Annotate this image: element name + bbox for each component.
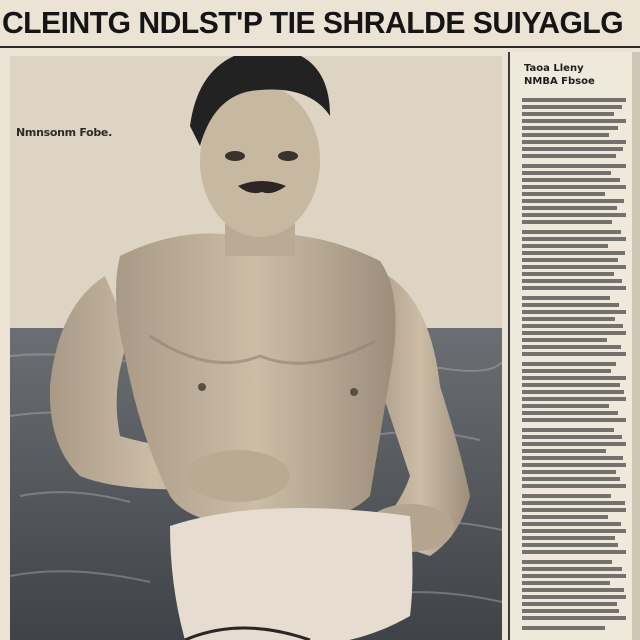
text-line bbox=[522, 463, 626, 467]
text-line bbox=[522, 376, 626, 380]
left-hand bbox=[186, 450, 290, 502]
text-line bbox=[522, 456, 623, 460]
text-line bbox=[522, 470, 616, 474]
text-line bbox=[522, 581, 610, 585]
text-line bbox=[522, 206, 617, 210]
swim-trunks bbox=[170, 508, 413, 640]
text-line bbox=[522, 171, 611, 175]
text-line bbox=[522, 508, 626, 512]
text-line bbox=[522, 522, 621, 526]
text-line bbox=[522, 237, 626, 241]
text-line bbox=[522, 609, 619, 613]
text-line bbox=[522, 265, 626, 269]
text-line bbox=[522, 397, 626, 401]
text-line bbox=[522, 345, 621, 349]
text-line bbox=[522, 383, 620, 387]
text-line bbox=[522, 411, 618, 415]
text-line bbox=[522, 567, 622, 571]
text-line bbox=[522, 515, 608, 519]
text-line bbox=[522, 477, 620, 481]
text-line bbox=[522, 338, 607, 342]
swimmer-illustration bbox=[10, 56, 502, 640]
text-line bbox=[522, 390, 624, 394]
text-line bbox=[522, 192, 605, 196]
headline-rule bbox=[0, 46, 640, 48]
text-line bbox=[522, 494, 611, 498]
text-line bbox=[522, 296, 610, 300]
text-line bbox=[522, 352, 626, 356]
text-line bbox=[522, 286, 626, 290]
text-line bbox=[522, 105, 622, 109]
headline: CLEINTG NDLST'P TIE SHRALDE SUIYAGLG bbox=[1, 5, 624, 40]
text-line bbox=[522, 543, 618, 547]
text-line bbox=[522, 119, 626, 123]
text-line bbox=[522, 133, 609, 137]
page-edge bbox=[632, 52, 640, 640]
text-line bbox=[522, 154, 616, 158]
text-line bbox=[522, 310, 626, 314]
sidebar-column bbox=[508, 52, 633, 640]
text-line bbox=[522, 279, 622, 283]
text-line bbox=[522, 199, 624, 203]
text-line bbox=[522, 442, 626, 446]
text-line bbox=[522, 449, 606, 453]
text-line bbox=[522, 616, 626, 620]
text-line bbox=[522, 369, 611, 373]
text-line bbox=[522, 550, 626, 554]
text-line bbox=[522, 112, 614, 116]
text-line bbox=[522, 185, 626, 189]
sidebar-title-line2: NMBA Fbsoe bbox=[524, 76, 595, 87]
text-line bbox=[522, 147, 623, 151]
main-photo bbox=[10, 56, 502, 640]
text-line bbox=[522, 362, 616, 366]
text-line bbox=[522, 272, 614, 276]
text-line bbox=[522, 258, 618, 262]
text-line bbox=[522, 404, 609, 408]
text-line bbox=[522, 574, 626, 578]
text-line bbox=[522, 418, 626, 422]
text-line bbox=[522, 251, 625, 255]
text-line bbox=[522, 588, 624, 592]
text-line bbox=[522, 602, 617, 606]
text-line bbox=[522, 303, 619, 307]
photo-caption: Nmnsonm Fobe. bbox=[16, 126, 112, 139]
text-line bbox=[522, 331, 626, 335]
sidebar-title bbox=[524, 62, 626, 88]
text-line bbox=[522, 140, 626, 144]
text-line bbox=[522, 164, 626, 168]
text-line bbox=[522, 178, 620, 182]
text-line bbox=[522, 536, 615, 540]
text-line bbox=[522, 501, 625, 505]
text-line bbox=[522, 529, 626, 533]
text-line bbox=[522, 213, 626, 217]
text-line bbox=[522, 230, 621, 234]
sidebar-title-line1: Taoa Lleny bbox=[524, 63, 584, 74]
text-line bbox=[522, 324, 623, 328]
text-line bbox=[522, 428, 614, 432]
sidebar-body-text bbox=[522, 92, 626, 632]
text-line bbox=[522, 560, 612, 564]
text-line bbox=[522, 220, 612, 224]
text-line bbox=[522, 626, 605, 630]
text-line bbox=[522, 435, 622, 439]
text-line bbox=[522, 244, 608, 248]
text-line bbox=[522, 595, 626, 599]
text-line bbox=[522, 98, 626, 102]
text-line bbox=[522, 317, 615, 321]
text-line bbox=[522, 484, 626, 488]
text-line bbox=[522, 126, 618, 130]
